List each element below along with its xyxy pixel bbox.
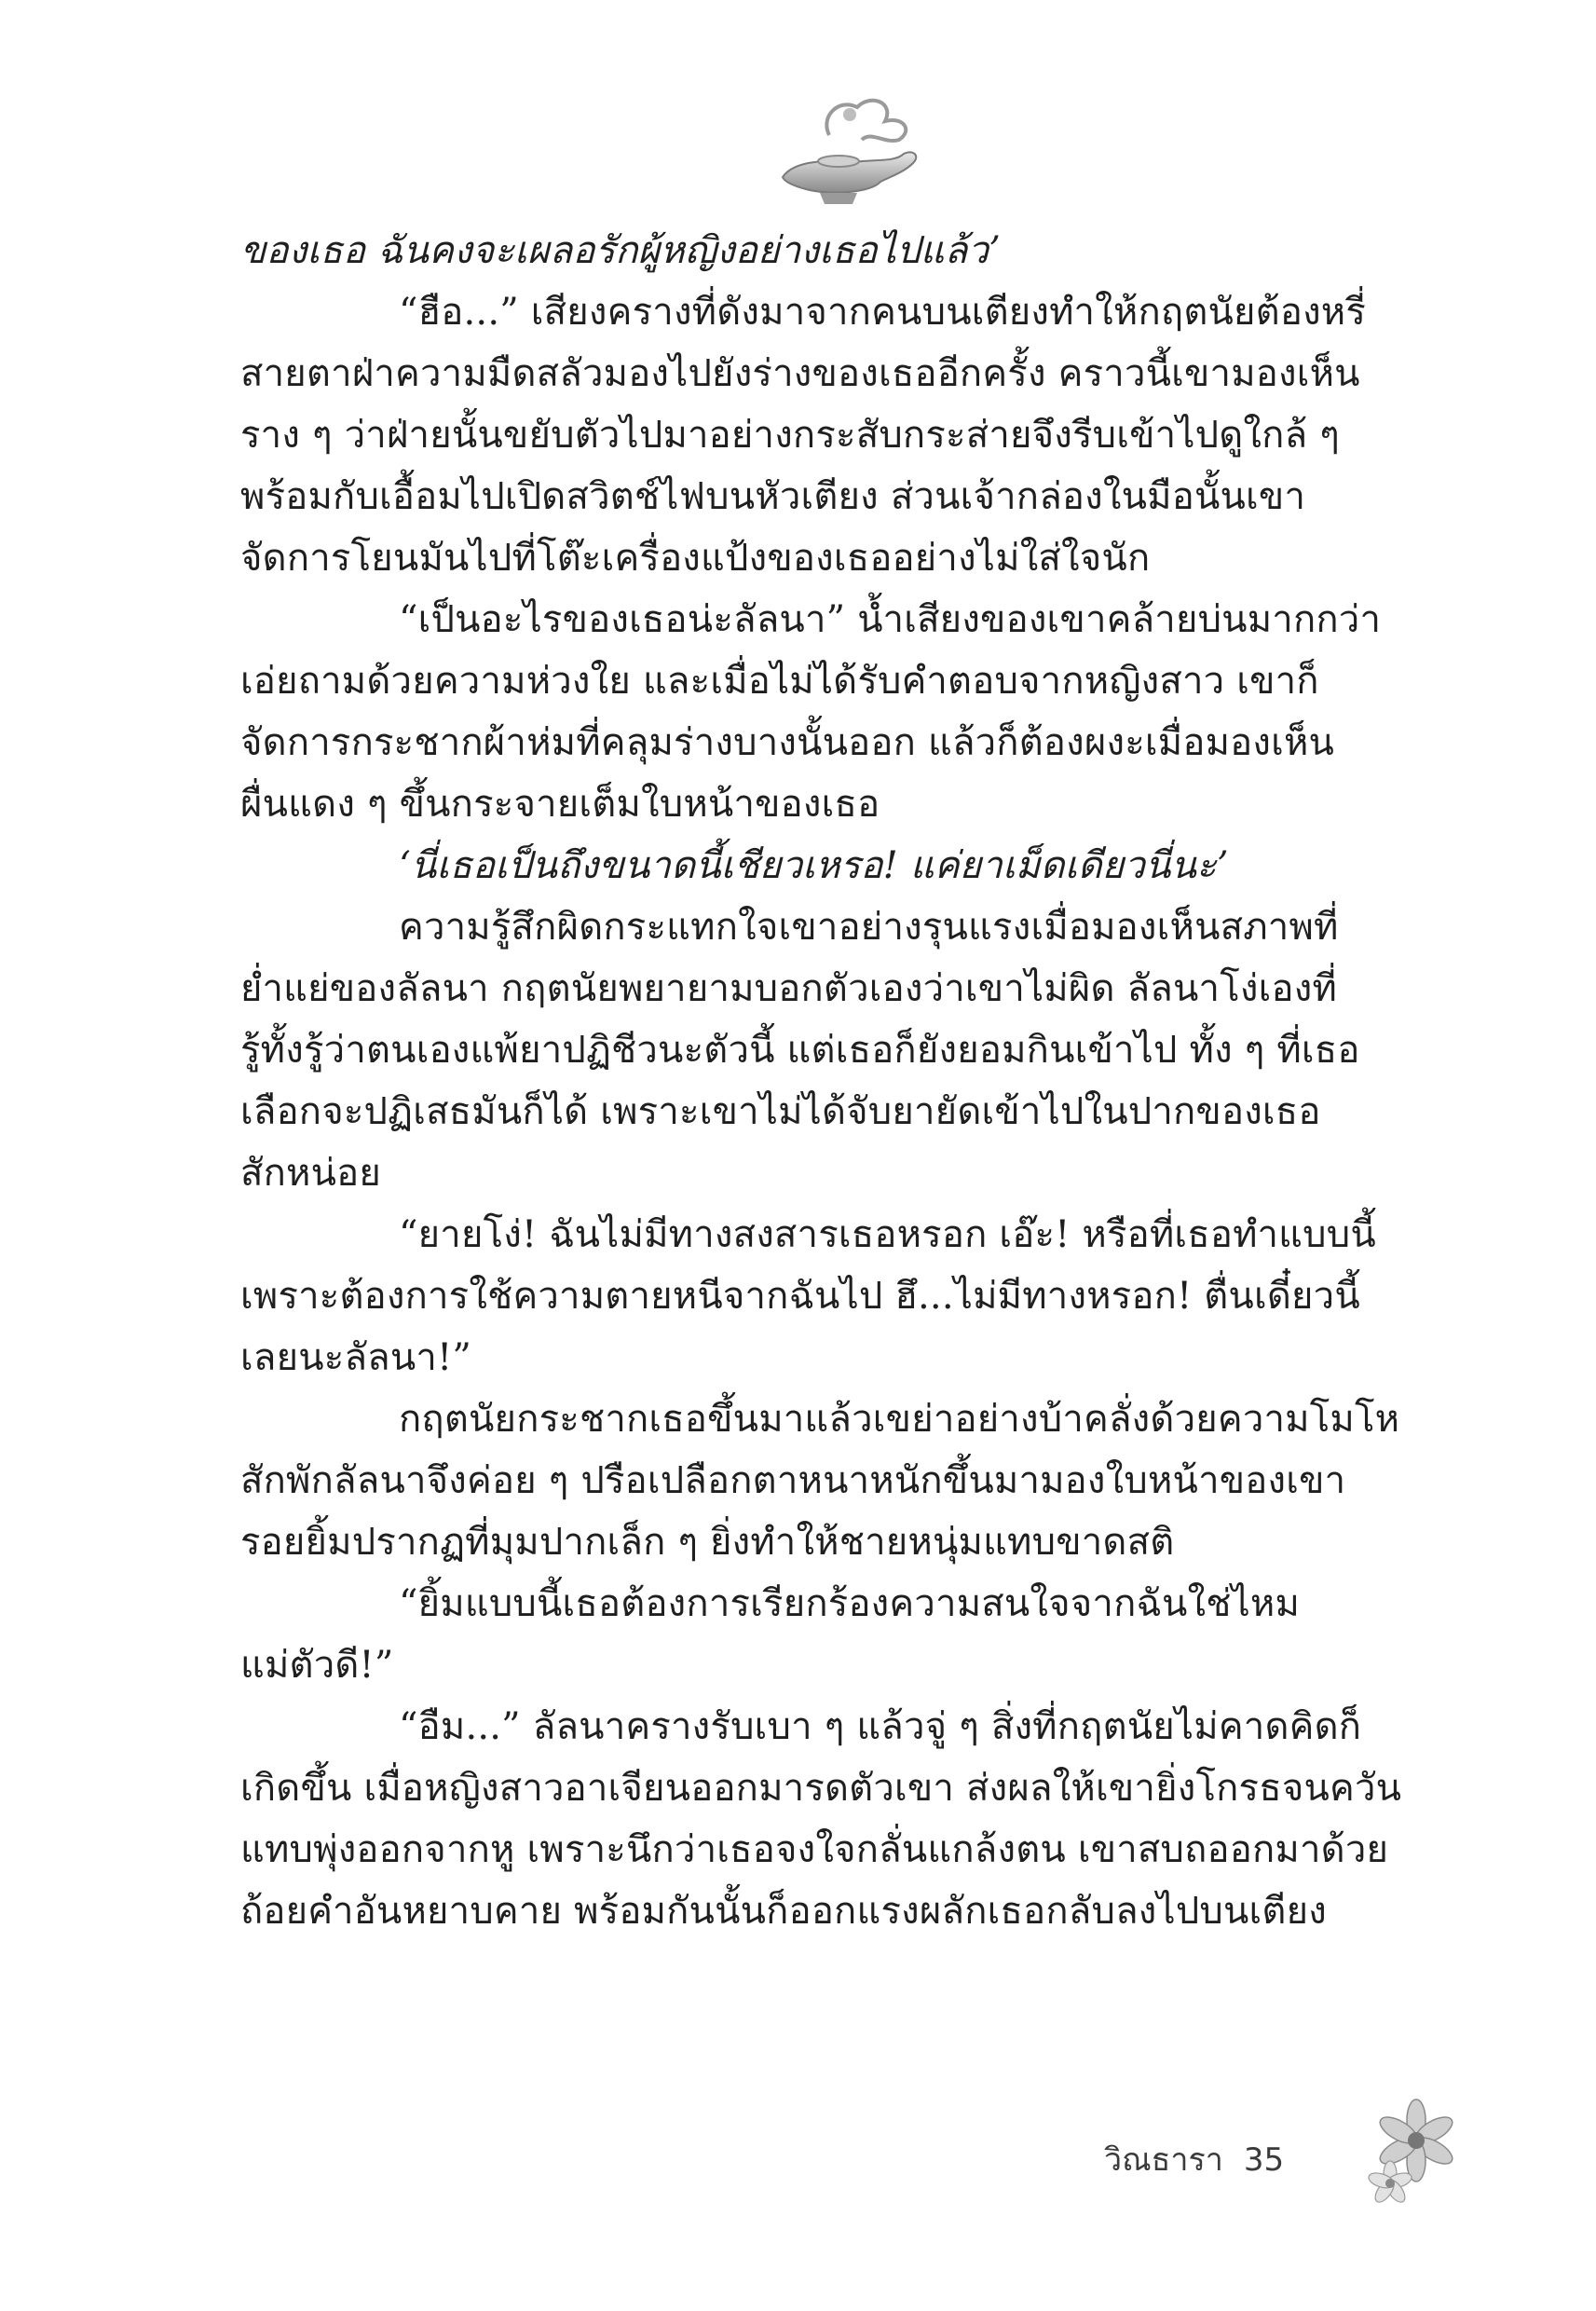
text-line: “ฮือ...” เสียงครางที่ดังมาจากคนบนเตียงทำให้กฤตนัยต้องหรี่ [399, 291, 1367, 334]
genie-lamp-icon [764, 89, 932, 219]
text-line: ผื่นแดง ๆ ขึ้นกระจายเต็มใบหน้าของเธอ [240, 783, 880, 826]
text-line: เลยนะลัลนา!” [240, 1336, 472, 1379]
text-line: สายตาฝ่าความมืดสลัวมองไปยังร่างของเธออีกครั้ง คราวนี้เขามองเห็น [240, 352, 1360, 395]
text-line: “ยายโง่! ฉันไม่มีทางสงสารเธอหรอก เอ๊ะ! หรือที่เธอทำแบบนี้ [399, 1213, 1376, 1256]
text-line: จัดการกระชากผ้าห่มที่คลุมร่างบางนั้นออก แล้วก็ต้องผงะเมื่อมองเห็น [240, 721, 1335, 764]
text-line: เกิดขึ้น เมื่อหญิงสาวอาเจียนออกมารดตัวเขา ส่งผลให้เขายิ่งโกรธจนควัน [240, 1767, 1402, 1810]
text-line: เลือกจะปฏิเสธมันก็ได้ เพราะเขาไม่ได้จับยายัดเข้าไปในปากของเธอ [240, 1090, 1321, 1133]
page-footer [1104, 2134, 1284, 2184]
text-line: แม่ตัวดี!” [240, 1644, 394, 1687]
text-line: ความรู้สึกผิดกระแทกใจเขาอย่างรุนแรงเมื่อมองเห็นสภาพที่ [399, 906, 1339, 949]
text-line: เพราะต้องการใช้ความตายหนีจากฉันไป ฮึ...ไม่มีทางหรอก! ตื่นเดี๋ยวนี้ [240, 1275, 1360, 1318]
book-title: วิณธารา [1104, 2141, 1223, 2179]
text-line: สักหน่อย [240, 1152, 382, 1195]
text-line: จัดการโยนมันไปที่โต๊ะเครื่องแป้งของเธออย่างไม่ใส่ใจนัก [240, 537, 1151, 580]
text-line: ‘นี่เธอเป็นถึงขนาดนี้เชียวเหรอ! แค่ยาเม็ดเดียวนี่นะ’ [399, 844, 1229, 887]
text-line: สักพักลัลนาจึงค่อย ๆ ปรือเปลือกตาหนาหนักขึ้นมามองใบหน้าของเขา [240, 1459, 1346, 1502]
text-line: ถ้อยคำอันหยาบคาย พร้อมกันนั้นก็ออกแรงผลักเธอกลับลงไปบนเตียง [240, 1890, 1327, 1933]
page-number: 35 [1243, 2141, 1285, 2179]
text-line: แทบพุ่งออกจากหู เพราะนึกว่าเธอจงใจกลั่นแกล้งตน เขาสบถออกมาด้วย [240, 1828, 1389, 1871]
text-line: เอ่ยถามด้วยความห่วงใย และเมื่อไม่ได้รับคำตอบจากหญิงสาว เขาก็ [240, 660, 1319, 703]
text-line: กฤตนัยกระชากเธอขึ้นมาแล้วเขย่าอย่างบ้าคลั่งด้วยความโมโห [399, 1398, 1400, 1441]
text-line: รอยยิ้มปรากฏที่มุมปากเล็ก ๆ ยิ่งทำให้ชายหนุ่มแทบขาดสติ [240, 1521, 1175, 1564]
text-line: “เป็นอะไรของเธอน่ะลัลนา” น้ำเสียงของเขาคล้ายบ่นมากกว่า [399, 598, 1382, 641]
flower-icon [1360, 2092, 1472, 2204]
text-line: “ยิ้มแบบนี้เธอต้องการเรียกร้องความสนใจจากฉันใช่ไหม [399, 1582, 1301, 1625]
text-line: “อืม...” ลัลนาครางรับเบา ๆ แล้วจู่ ๆ สิ่งที่กฤตนัยไม่คาดคิดก็ [399, 1705, 1362, 1748]
text-line: ราง ๆ ว่าฝ่ายนั้นขยับตัวไปมาอย่างกระสับกระส่ายจึงรีบเข้าไปดูใกล้ ๆ [240, 414, 1340, 457]
text-line: พร้อมกับเอื้อมไปเปิดสวิตช์ไฟบนหัวเตียง ส่วนเจ้ากล่องในมือนั้นเขา [240, 475, 1306, 518]
text-line: รู้ทั้งรู้ว่าตนเองแพ้ยาปฏิชีวนะตัวนี้ แต่เธอก็ยังยอมกินเข้าไป ทั้ง ๆ ที่เธอ [240, 1029, 1360, 1072]
text-line: ของเธอ ฉันคงจะเผลอรักผู้หญิงอย่างเธอไปแล้ว’ [240, 229, 1002, 272]
text-line: ย่ำแย่ของลัลนา กฤตนัยพยายามบอกตัวเองว่าเขาไม่ผิด ลัลนาโง่เองที่ [240, 967, 1338, 1010]
